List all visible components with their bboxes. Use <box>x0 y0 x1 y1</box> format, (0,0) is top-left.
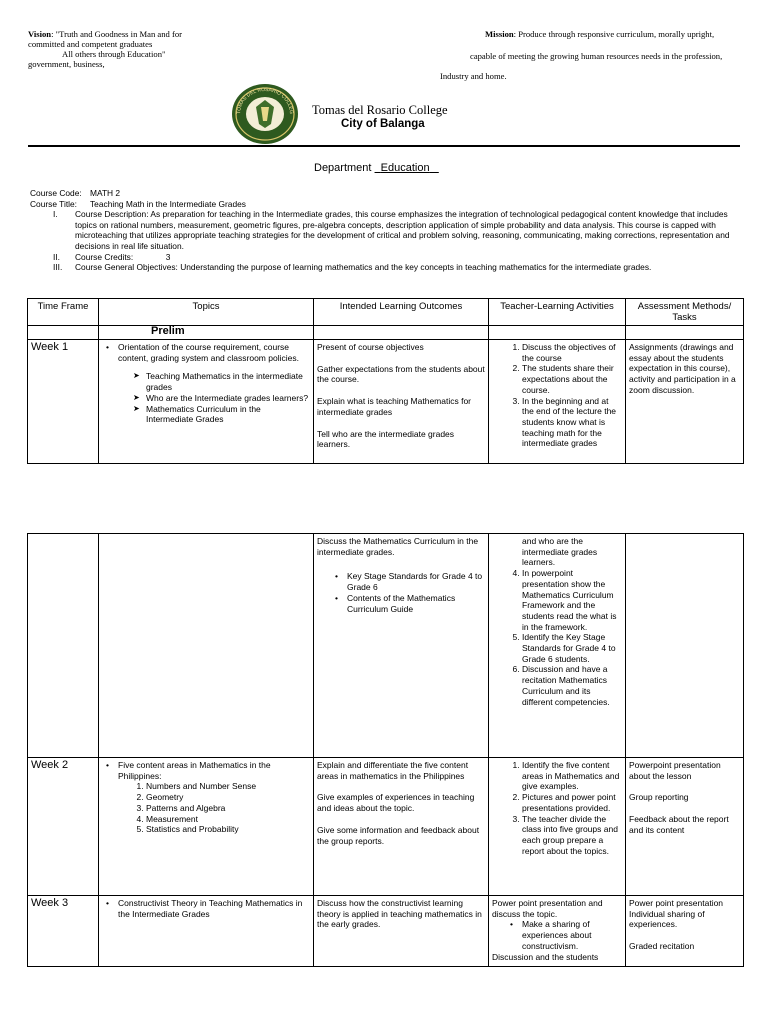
course-item-3: III. Course General Objectives: Understanding the purpose of learning mathematics and the key concepts in teaching mathematics for the intermediate grades. <box>53 262 652 273</box>
department-label: Department <box>314 162 372 174</box>
list-item: ➤ Mathematics Curriculum in the Intermediate Grades <box>146 404 310 425</box>
week-3-activities <box>489 896 626 967</box>
week-2-topic: • Five content areas in Mathematics in the Philippines: <box>118 760 310 781</box>
list-item: • Make a sharing of experiences about constructivism. <box>522 919 622 951</box>
city-name: City of Balanga <box>341 118 425 130</box>
department-line <box>314 162 439 174</box>
list-item: ➤ Who are the Intermediate grades learners? <box>146 393 310 404</box>
week-1-outcomes <box>314 340 489 464</box>
table-header-row <box>28 299 744 326</box>
list-item: 5. Identify the Key Stage Standards for Grade 4 to Grade 6 students. <box>522 632 622 664</box>
list-item: Feedback about the report and its content <box>629 814 729 835</box>
week-1-label: Week 1 <box>28 340 99 464</box>
syllabus-table-page-2 <box>27 533 744 967</box>
syllabus-table-page-1 <box>27 298 744 464</box>
list-item: and who are the intermediate grades learners. <box>522 536 598 568</box>
mission-line-1-wrap <box>485 29 714 39</box>
list-item: Explain and differentiate the five content areas in mathematics in the Philippines <box>317 760 469 781</box>
list-item: Give some information and feedback about the group reports. <box>317 824 480 846</box>
list-item: 2. The students share their expectations about the course. <box>522 363 622 395</box>
list-item: Discussion and the students <box>492 951 599 962</box>
vision-label: Vision <box>28 29 52 39</box>
course-title: Teaching Math in the Intermediate Grades <box>90 198 246 209</box>
list-item: Discuss the Mathematics Curriculum in the intermediate grades. <box>317 536 479 557</box>
week-2-label: Week 2 <box>28 758 99 896</box>
list-item: 2. Pictures and power point presentations provided. <box>522 792 622 813</box>
header-outcomes: Intended Learning Outcomes <box>314 299 489 326</box>
table-row-week-3 <box>28 896 744 967</box>
mission-label: Mission <box>485 29 514 39</box>
week-2-assessment <box>626 758 744 896</box>
table-row-continued <box>28 534 744 758</box>
week-3-assessment <box>626 896 744 967</box>
week-2-topics <box>99 758 314 896</box>
list-item: ➤ Teaching Mathematics in the intermediate grades <box>146 371 310 392</box>
course-item-1: I. Course Description: As preparation for teaching in the Intermediate grades, this course emphasizes the integration of technological pedagogical content knowledge that includes topics on rational numbers, measurement, geometric figures, pre-algebra concepts, description application of simple probability and data analysis. This course is capped with microteaching that utilizes appropriate teaching strategies for the development of critical and problem solving, reasoning, communicating, making corrections, representation and decisions in real life situation. <box>53 209 730 251</box>
list-item: Power point presentation and discuss the topic. <box>492 898 603 919</box>
week-3-topic: • Constructivist Theory in Teaching Mathematics in the Intermediate Grades <box>118 898 310 919</box>
department-value: Education <box>380 162 430 174</box>
list-item: 1. Identify the five content areas in Mathematics and give examples. <box>522 760 622 792</box>
vision-line-4: government, business, <box>28 59 105 69</box>
table-row-week-1 <box>28 340 744 464</box>
list-item: Gather expectations from the students about the course. <box>317 363 485 385</box>
list-item: 4. In powerpoint presentation show the Mathematics Curriculum Framework and the students read the what is in the framework. <box>522 568 622 632</box>
mission-line-1: : Produce through responsive curriculum, morally upright, <box>513 29 715 39</box>
course-code: MATH 2 <box>90 188 121 198</box>
course-code-label: Course Code: <box>30 188 82 198</box>
list-item: Give examples of experiences in teaching and ideas about the topic. <box>317 792 475 814</box>
header-divider <box>28 145 740 147</box>
list-item: 1. Numbers and Number Sense <box>146 781 310 792</box>
vision-line-3: All others through Education" <box>62 49 166 59</box>
course-info <box>30 188 742 273</box>
list-item: 1. Discuss the objectives of the course <box>522 342 622 363</box>
continued-outcomes <box>314 534 489 758</box>
table-row-week-2 <box>28 758 744 896</box>
list-item: 5. Statistics and Probability <box>146 824 310 835</box>
college-name: Tomas del Rosario College <box>312 103 448 117</box>
list-item: Tell who are the intermediate grades learners. <box>317 428 455 450</box>
list-item: 3. In the beginning and at the end of the lecture the students know what is teaching math for the intermediate grades <box>522 396 622 450</box>
week-1-topic: • Orientation of the course requirement, course content, grading system and classroom policies. <box>118 342 310 363</box>
prelim-label: Prelim <box>99 326 314 340</box>
list-item: 6. Discussion and have a recitation Mathematics Curriculum and its different competencies. <box>522 664 622 707</box>
vision-line-1: : "Truth and Goodness in Man and for <box>51 29 182 39</box>
week-1-activities <box>489 340 626 464</box>
list-item: • Contents of the Mathematics Curriculum Guide <box>347 593 485 614</box>
header-topics: Topics <box>99 299 314 326</box>
continued-activities <box>489 534 626 758</box>
header-activities: Teacher-Learning Activities <box>489 299 626 326</box>
list-item: Power point presentation <box>629 898 724 908</box>
list-item: Individual sharing of experiences. <box>629 908 705 930</box>
course-item-2: II. Course Credits: 3 <box>53 251 171 262</box>
list-item: 4. Measurement <box>146 814 310 825</box>
week-1-assessment: Assignments (drawings and essay about the students expectation in this course), activity and participation in a zoom discussion. <box>626 340 744 464</box>
week-3-label: Week 3 <box>28 896 99 967</box>
header-time-frame: Time Frame <box>28 299 99 326</box>
list-item: Present of course objectives <box>317 342 424 352</box>
mission-line-2: capable of meeting the growing human resources needs in the profession, <box>470 51 723 61</box>
week-3-outcome: Discuss how the constructivist learning theory is applied in teaching mathematics in the early grades. <box>314 896 489 967</box>
list-item: Powerpoint presentation about the lesson <box>629 760 721 781</box>
course-title-label: Course Title: <box>30 198 78 209</box>
college-seal-logo <box>231 83 299 145</box>
seal-text: TOMAS DEL ROSARIO COLLEG <box>235 86 295 115</box>
list-item: Group reporting <box>629 792 689 803</box>
list-item: 3. The teacher divide the class into five groups and each group prepare a report about the topics. <box>522 814 622 857</box>
week-1-topics <box>99 340 314 464</box>
list-item: • Key Stage Standards for Grade 4 to Grade 6 <box>347 571 485 592</box>
week-2-outcomes <box>314 758 489 896</box>
vision-line-2: committed and competent graduates <box>28 39 153 49</box>
header-assessment: Assessment Methods/ Tasks <box>626 299 744 326</box>
list-item: Graded recitation <box>629 941 695 952</box>
list-item: 2. Geometry <box>146 792 310 803</box>
mission-line-3: Industry and home. <box>440 71 507 81</box>
list-item: 3. Patterns and Algebra <box>146 803 310 814</box>
prelim-row <box>28 326 744 340</box>
vision-block <box>28 29 182 69</box>
week-2-activities <box>489 758 626 896</box>
week-3-topics <box>99 896 314 967</box>
list-item: Explain what is teaching Mathematics for intermediate grades <box>317 396 472 417</box>
